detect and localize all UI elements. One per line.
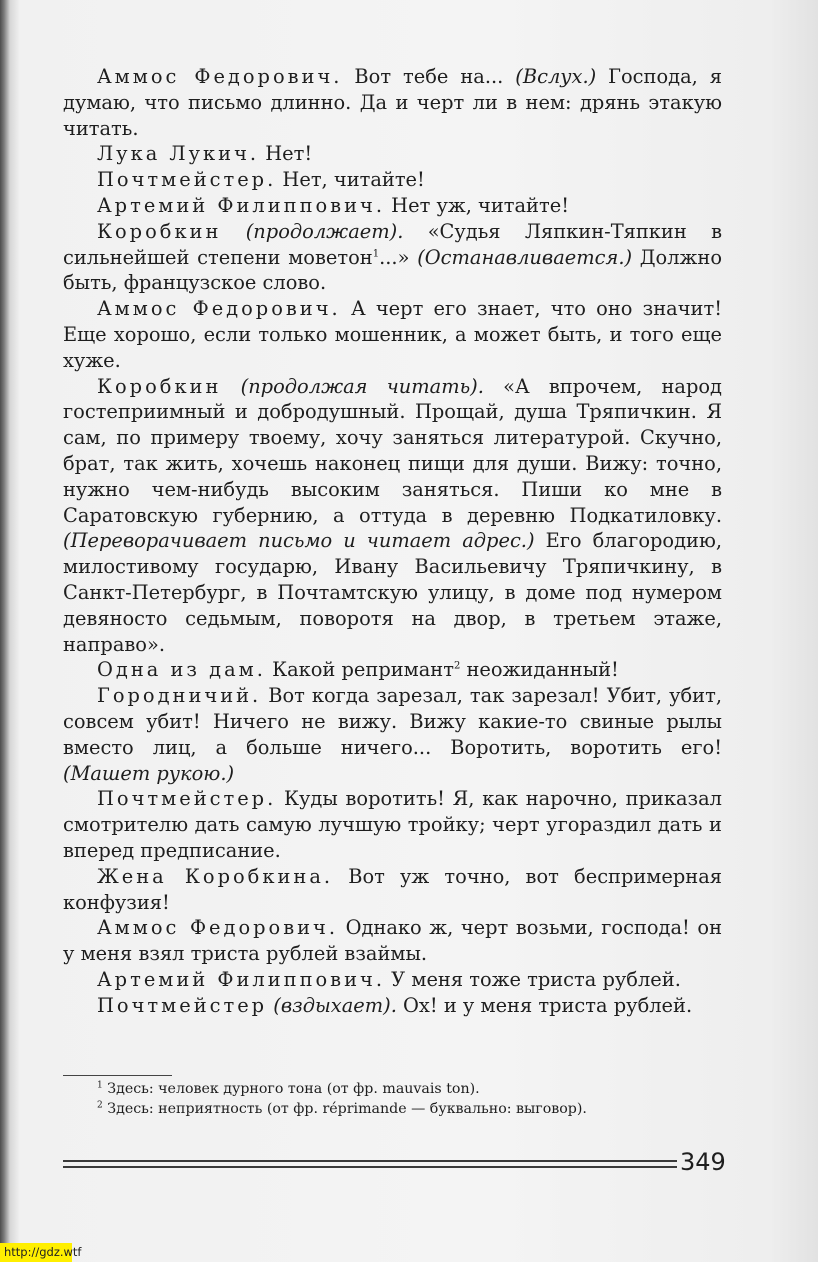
stage-direction: (Останавливается.) (417, 245, 633, 269)
speaker-name: Артемий Филиппович. (97, 967, 386, 991)
footnote-ref: 1 (372, 248, 380, 260)
speech-text: Куды воротить! Я, как нарочно, приказал смотрителю дать самую лучшую тройку; черт угораздил дать и вперед предписание. (63, 787, 722, 862)
dialogue-paragraph (63, 993, 722, 1019)
footer-rule-bottom (63, 1166, 677, 1168)
page-edge (818, 0, 827, 1262)
speaker-name: Городничий. (97, 684, 262, 708)
speaker-name: Почтмейстер. (97, 168, 277, 192)
speech-text: У меня тоже триста рублей. (385, 967, 681, 991)
dialogue-paragraph (63, 915, 722, 967)
speech-text: ...» (379, 245, 418, 269)
speech-text: Вот когда зарезал, так зарезал! Убит, убит, совсем убит! Ничего не вижу. Вижу какие-то свиные рылы вместо лиц, а больше ничего... Воротить, воротить его! (63, 684, 722, 759)
page-number: 349 (680, 1148, 726, 1176)
speaker-name: Коробкин (97, 374, 222, 398)
footnote-number: 2 (97, 1099, 103, 1110)
stage-direction: (продолжает). (245, 219, 404, 243)
dialogue-paragraph (63, 219, 722, 296)
speech-text: Вот уж точно, вот беспримерная конфузия! (63, 864, 722, 914)
speech-text: Нет, читайте! (276, 168, 425, 192)
dialogue-paragraph (63, 193, 722, 219)
speech-text: Вот тебе на... (342, 65, 516, 88)
speech-text: Какой репримант (265, 658, 454, 682)
dialogue-paragraph (63, 296, 722, 373)
dialogue-paragraph (63, 786, 722, 863)
footnote-separator (63, 1075, 172, 1076)
speech-text: Ох! и у меня триста рублей. (396, 993, 693, 1017)
watermark-label[interactable]: http://gdz.wtf (0, 1243, 72, 1262)
stage-direction: (Машет рукою.) (63, 761, 235, 785)
speech-text: Нет уж, читайте! (385, 193, 569, 217)
speaker-name: Жена Коробкина. (97, 864, 334, 888)
dialogue-paragraph (63, 657, 722, 683)
speech-text: «Судья Ляпкин-Тяпкин в сильнейшей степени моветон (63, 219, 722, 269)
stage-direction: (Переворачивает письмо и читает адрес.) (63, 529, 535, 553)
footnotes (97, 1080, 737, 1119)
footnote-text: Здесь: неприятность (от фр. réprimande — буквально: выговор). (102, 1100, 587, 1117)
speaker-name: Коробкин (97, 219, 222, 243)
speaker-name: Аммос Федорович. (97, 65, 343, 88)
footnote (97, 1080, 737, 1100)
speech-text: «А впрочем, народ гостеприимный и добродушный. Прощай, душа Тряпичкин. Я сам, по примеру твоему, хочу заняться литературой. Скучно, брат, так жить, хочешь наконец пищи для души. Вижу: точно, нужно чем-нибудь высоким заняться. Пиши ко мне в Саратовскую губернию, а оттуда в деревню Подкатиловку. (63, 374, 722, 527)
footnote (97, 1100, 737, 1120)
speaker-name: Одна из дам. (97, 658, 266, 682)
speaker-name: Аммос Федорович. (97, 297, 341, 321)
dialogue-paragraph (63, 167, 722, 193)
speech-text: А черт его знает, что оно значит! Еще хорошо, если только мошенник, а может быть, и того еще хуже. (63, 297, 722, 372)
stage-direction: (продолжая читать). (240, 374, 484, 398)
speaker-name: Почтмейстер (97, 993, 268, 1017)
speaker-name: Артемий Филиппович. (97, 193, 386, 217)
speech-text (221, 375, 240, 398)
stage-direction: (вздыхает). (273, 993, 397, 1017)
dialogue-paragraph (63, 374, 722, 658)
footer-rule-top (63, 1160, 677, 1162)
speaker-name: Лука Лукич. (97, 142, 260, 166)
speaker-name: Аммос Федорович. (97, 916, 339, 940)
speech-text: Однако ж, черт возьми, господа! он у меня взял триста рублей взаймы. (63, 916, 722, 966)
stage-direction: (Вслух.) (515, 65, 597, 88)
footnote-number: 1 (97, 1080, 103, 1091)
footnote-text: Здесь: человек дурного тона (от фр. mauvais ton). (102, 1081, 480, 1097)
dialogue-paragraph (63, 141, 722, 167)
speech-text (221, 220, 245, 243)
speech-text: неожиданный! (460, 658, 619, 682)
speaker-name: Почтмейстер. (97, 787, 277, 811)
dialogue-paragraph (63, 864, 722, 916)
dialogue-paragraph (63, 967, 722, 993)
speech-text: Его благородию, милостивому государю, Ивану Васильевичу Тряпичкину, в Санкт-Петербург, в Почтамтскую улицу, в доме под нумером девяносто седьмым, поворотя на двор, в третьем этаже, направо». (63, 529, 722, 656)
speech-text: Нет! (259, 142, 313, 166)
footnote-ref: 2 (453, 660, 461, 672)
speech-text: Господа, я думаю, что письмо длинно. Да и черт ли в нем: дрянь этакую читать. (63, 65, 722, 140)
play-text (63, 64, 722, 1018)
dialogue-paragraph (63, 64, 722, 141)
dialogue-paragraph (63, 683, 722, 786)
speech-text: Должно быть, французское слово. (63, 245, 722, 295)
